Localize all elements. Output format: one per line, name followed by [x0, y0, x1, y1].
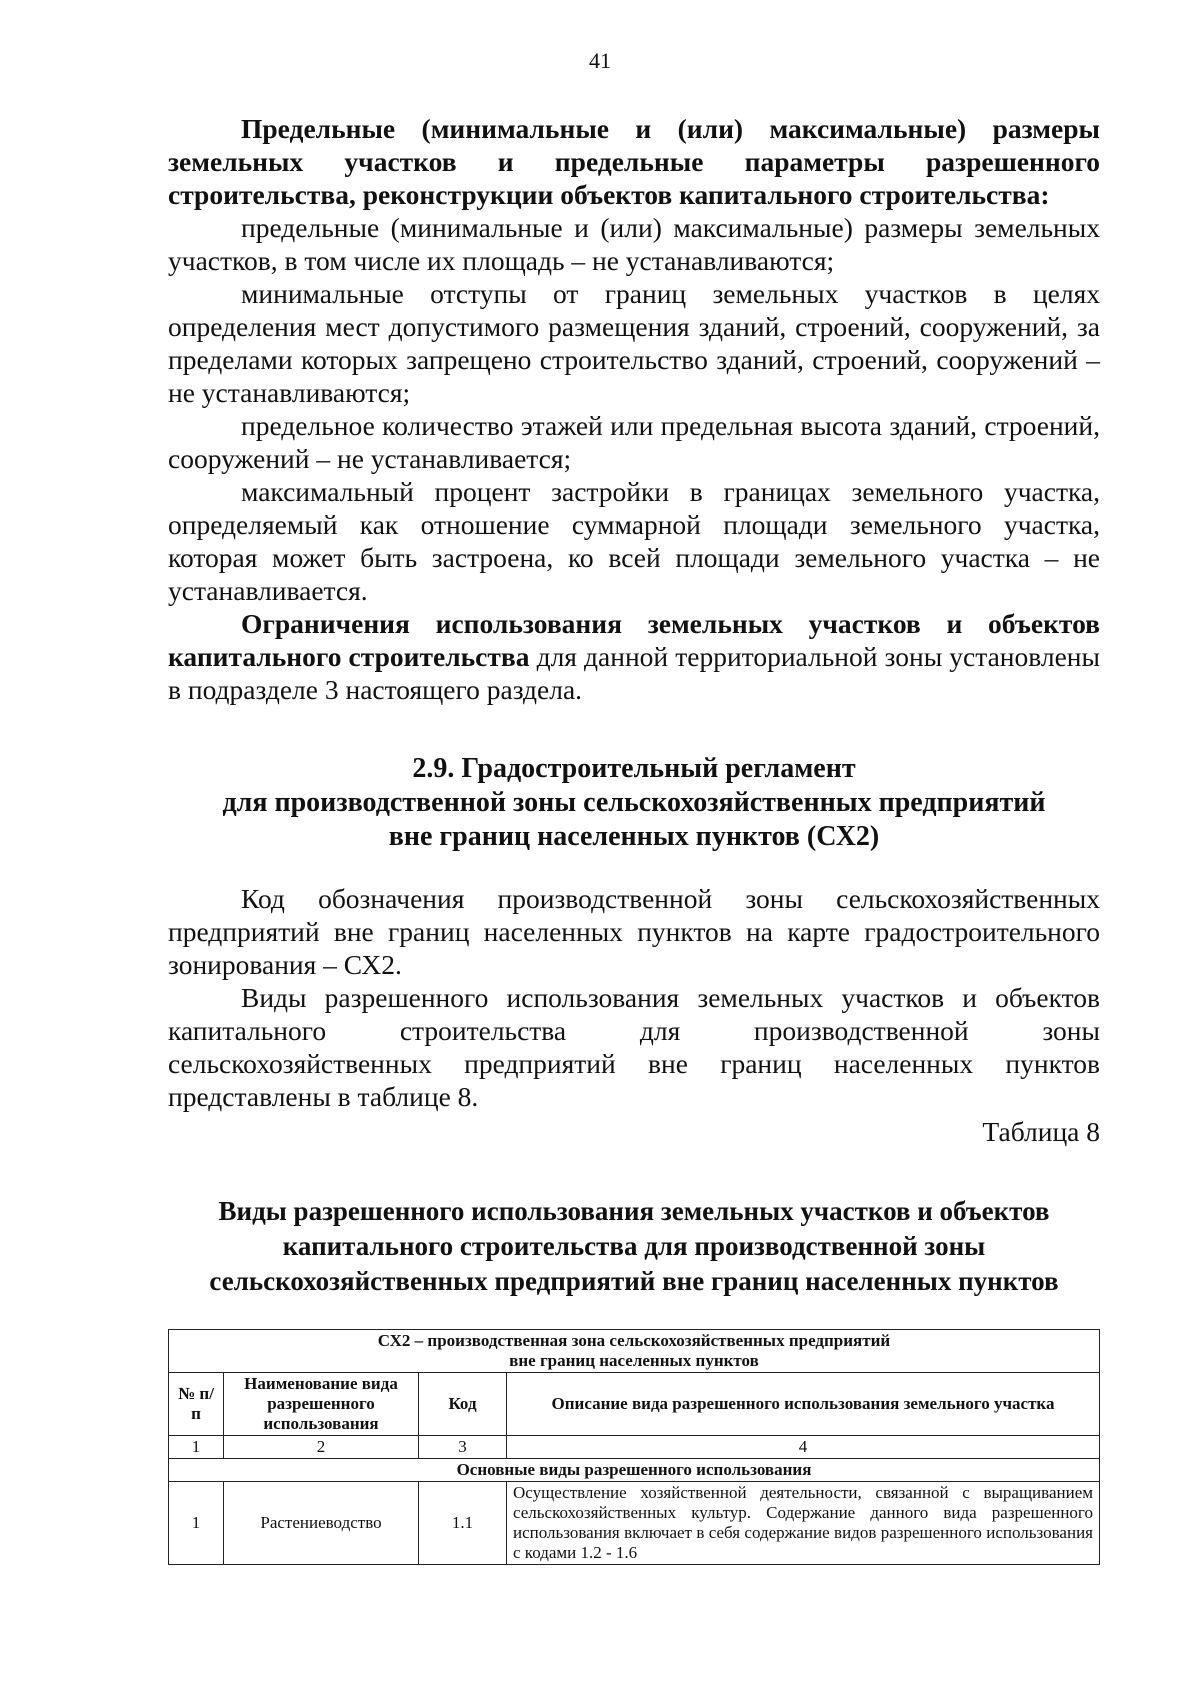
col-number: 2 — [224, 1436, 419, 1459]
zone-header-line: вне границ населенных пунктов — [509, 1351, 759, 1370]
table-label: Таблица 8 — [982, 1116, 1100, 1147]
paragraph-setbacks: минимальные отступы от границ земельных участков в целях определения мест допустимого размещения зданий, строений, сооружений, за пределами которых запрещено строительство зданий, строений, сооружений – не устанавливаются; — [168, 278, 1100, 408]
table-title-line: Виды разрешенного использования земельных участков и объектов — [218, 1196, 1050, 1226]
section-heading-line: 2.9. Градостроительный регламент — [412, 753, 856, 784]
col-number: 4 — [507, 1436, 1100, 1459]
column-number-row — [169, 1436, 1100, 1459]
paragraph-building-percent: максимальный процент застройки в границах земельного участка, определяемый как отношение суммарной площади земельного участка, которая может быть застроена, ко всей площади земельного участка – не устанавливается. — [168, 476, 1100, 606]
table-row — [169, 1482, 1100, 1565]
limits-heading: Предельные (минимальные и (или) максимальные) размеры земельных участков и предельные параметры разрешенного строительства, реконструкции объектов капитального строительства: — [168, 113, 1100, 210]
paragraph-zone-code: Код обозначения производственной зоны сельскохозяйственных предприятий вне границ населенных пунктов на карте градостроительного зонирования – СХ2. — [168, 883, 1100, 980]
column-header-row — [169, 1373, 1100, 1436]
paragraph-plot-sizes: предельные (минимальные и (или) максимальные) размеры земельных участков, в том числе их площадь – не устанавливаются; — [168, 212, 1100, 276]
table-title — [168, 1194, 1100, 1299]
section-heading — [168, 752, 1100, 854]
col-number: 1 — [169, 1436, 224, 1459]
section-heading-line: для производственной зоны сельскохозяйственных предприятий — [222, 787, 1046, 818]
zone-header-line: СХ2 – производственная зона сельскохозяйственных предприятий — [377, 1331, 891, 1350]
table-title-line: сельскохозяйственных предприятий вне границ населенных пунктов — [209, 1266, 1059, 1296]
document-body — [168, 112, 1100, 1565]
group-row-main — [169, 1459, 1100, 1482]
row-desc: Осуществление хозяйственной деятельности, связанной с выращиванием сельскохозяйственных культур. Содержание данного вида разрешенного использования включает в себя содержание видов разрешенного использования с кодами 1.2 - 1.6 — [507, 1482, 1100, 1565]
paragraph-restrictions — [168, 607, 1100, 706]
paragraph-usage-types: Виды разрешенного использования земельных участков и объектов капитального строительства для производственной зоны сельскохозяйственных предприятий вне границ населенных пунктов представлены в таблице 8. — [168, 982, 1100, 1112]
zone-header-cell — [169, 1330, 1100, 1373]
table-title-line: капитального строительства для производственной зоны — [282, 1231, 986, 1261]
row-name: Растениеводство — [224, 1482, 419, 1565]
row-code: 1.1 — [419, 1482, 507, 1565]
restrictions-bold: Ограничения использования земельных участков и объектов капитального строительства — [168, 608, 1100, 672]
section-heading-line: вне границ населенных пунктов (СХ2) — [388, 821, 880, 852]
paragraph-floors: предельное количество этажей или предельная высота зданий, строений, сооружений – не устанавливается; — [168, 410, 1100, 474]
restrictions-rest: для данной территориальной зоны установлены в подразделе 3 настоящего раздела. — [168, 641, 1100, 705]
usage-types-table — [168, 1329, 1100, 1565]
col-header-desc: Описание вида разрешенного использования земельного участка — [507, 1373, 1100, 1436]
group-main-label: Основные виды разрешенного использования — [169, 1459, 1100, 1482]
col-header-code: Код — [419, 1373, 507, 1436]
col-number: 3 — [419, 1436, 507, 1459]
row-no: 1 — [169, 1482, 224, 1565]
zone-header-row — [169, 1330, 1100, 1373]
page-number: 41 — [589, 48, 611, 73]
col-header-name: Наименование вида разрешенного использования — [224, 1373, 419, 1436]
col-header-no: № п/п — [169, 1373, 224, 1436]
